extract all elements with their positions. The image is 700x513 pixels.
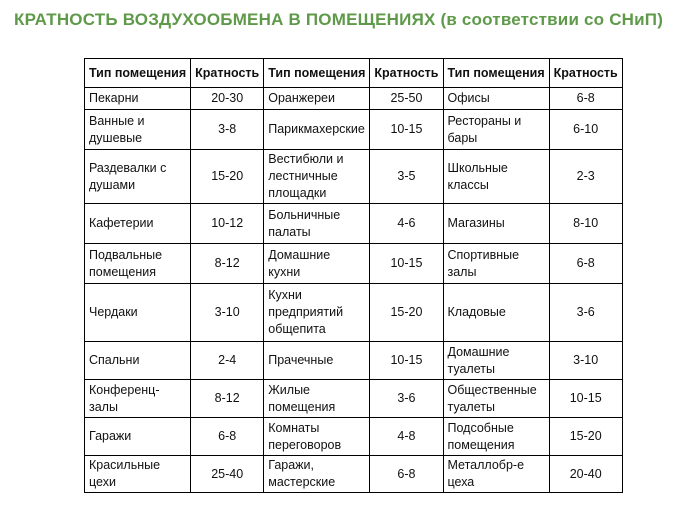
air-exchange-table xyxy=(84,58,623,493)
rate-cell: 3-10 xyxy=(191,284,264,342)
table-row xyxy=(85,110,623,150)
header-room-type-2: Тип помещения xyxy=(264,59,370,88)
rate-cell: 6-8 xyxy=(549,244,622,284)
room-type-cell: Гаражи, мастерские xyxy=(264,456,370,493)
room-type-cell: Ванные и душевые xyxy=(85,110,191,150)
header-rate-3: Кратность xyxy=(549,59,622,88)
room-type-cell: Чердаки xyxy=(85,284,191,342)
room-type-cell: Жилые помещения xyxy=(264,380,370,418)
room-type-cell: Гаражи xyxy=(85,418,191,456)
room-type-cell: Домашние кухни xyxy=(264,244,370,284)
rate-cell: 8-12 xyxy=(191,380,264,418)
rate-cell: 8-12 xyxy=(191,244,264,284)
room-type-cell: Конференц-залы xyxy=(85,380,191,418)
rate-cell: 15-20 xyxy=(549,418,622,456)
room-type-cell: Кухни предприятий общепита xyxy=(264,284,370,342)
header-rate-2: Кратность xyxy=(370,59,443,88)
rate-cell: 4-6 xyxy=(370,204,443,244)
room-type-cell: Прачечные xyxy=(264,342,370,380)
rate-cell: 3-6 xyxy=(370,380,443,418)
rate-cell: 3-8 xyxy=(191,110,264,150)
room-type-cell: Комнаты переговоров xyxy=(264,418,370,456)
rate-cell: 10-15 xyxy=(370,342,443,380)
room-type-cell: Спортивные залы xyxy=(443,244,549,284)
room-type-cell: Рестораны и бары xyxy=(443,110,549,150)
table-row xyxy=(85,284,623,342)
rate-cell: 20-40 xyxy=(549,456,622,493)
header-rate-1: Кратность xyxy=(191,59,264,88)
rate-cell: 10-15 xyxy=(370,110,443,150)
table-header-row xyxy=(85,59,623,88)
header-room-type-1: Тип помещения xyxy=(85,59,191,88)
rate-cell: 6-8 xyxy=(191,418,264,456)
rate-cell: 4-8 xyxy=(370,418,443,456)
room-type-cell: Красильные цехи xyxy=(85,456,191,493)
rate-cell: 6-8 xyxy=(370,456,443,493)
rate-cell: 25-40 xyxy=(191,456,264,493)
room-type-cell: Кафетерии xyxy=(85,204,191,244)
rate-cell: 15-20 xyxy=(191,150,264,204)
rate-cell: 3-10 xyxy=(549,342,622,380)
table-row xyxy=(85,342,623,380)
rate-cell: 2-4 xyxy=(191,342,264,380)
table-row xyxy=(85,150,623,204)
rate-cell: 6-10 xyxy=(549,110,622,150)
room-type-cell: Вестибюли и лестничные площадки xyxy=(264,150,370,204)
room-type-cell: Металлобр-е цеха xyxy=(443,456,549,493)
rate-cell: 10-15 xyxy=(549,380,622,418)
room-type-cell: Общественные туалеты xyxy=(443,380,549,418)
room-type-cell: Пекарни xyxy=(85,88,191,110)
air-exchange-table-container xyxy=(84,58,623,493)
page-title: КРАТНОСТЬ ВОЗДУХООБМЕНА В ПОМЕЩЕНИЯХ (в соответствии со СНиП) xyxy=(14,10,664,29)
room-type-cell: Школьные классы xyxy=(443,150,549,204)
room-type-cell: Магазины xyxy=(443,204,549,244)
rate-cell: 10-12 xyxy=(191,204,264,244)
room-type-cell: Больничные палаты xyxy=(264,204,370,244)
table-row xyxy=(85,456,623,493)
rate-cell: 2-3 xyxy=(549,150,622,204)
room-type-cell: Раздевалки с душами xyxy=(85,150,191,204)
room-type-cell: Парикмахерские xyxy=(264,110,370,150)
room-type-cell: Кладовые xyxy=(443,284,549,342)
table-row xyxy=(85,88,623,110)
rate-cell: 20-30 xyxy=(191,88,264,110)
table-row xyxy=(85,244,623,284)
table-row xyxy=(85,380,623,418)
room-type-cell: Спальни xyxy=(85,342,191,380)
header-room-type-3: Тип помещения xyxy=(443,59,549,88)
rate-cell: 10-15 xyxy=(370,244,443,284)
rate-cell: 25-50 xyxy=(370,88,443,110)
table-row xyxy=(85,204,623,244)
room-type-cell: Оранжереи xyxy=(264,88,370,110)
room-type-cell: Офисы xyxy=(443,88,549,110)
room-type-cell: Домашние туалеты xyxy=(443,342,549,380)
room-type-cell: Подсобные помещения xyxy=(443,418,549,456)
rate-cell: 8-10 xyxy=(549,204,622,244)
table-row xyxy=(85,418,623,456)
rate-cell: 6-8 xyxy=(549,88,622,110)
rate-cell: 15-20 xyxy=(370,284,443,342)
room-type-cell: Подвальные помещения xyxy=(85,244,191,284)
rate-cell: 3-5 xyxy=(370,150,443,204)
rate-cell: 3-6 xyxy=(549,284,622,342)
